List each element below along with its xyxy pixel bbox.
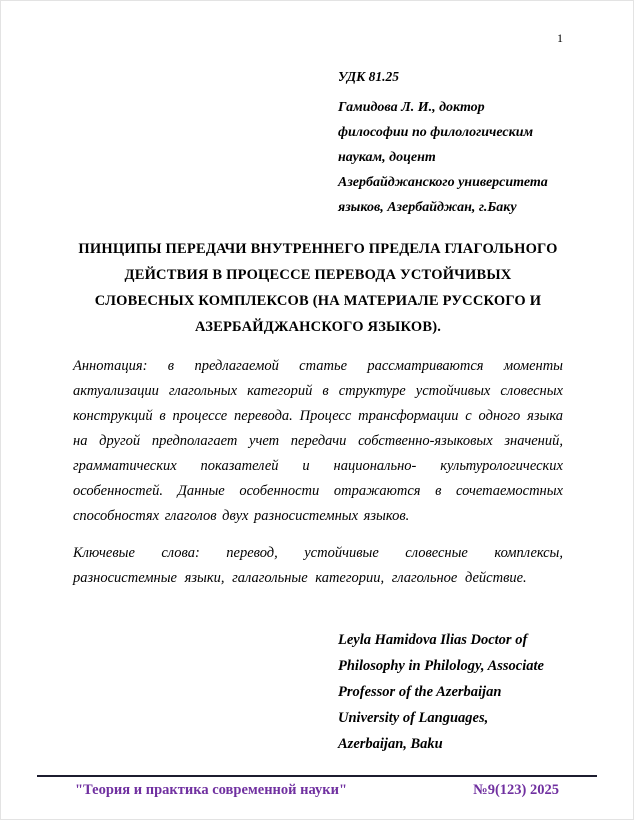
issue-number: №9(123) 2025 (473, 782, 559, 798)
page-number: 1 (557, 31, 563, 45)
author-en-line: Philosophy in Philology, Associate (338, 658, 544, 674)
author-en-line: University of Languages, (338, 710, 489, 726)
author-ru-line: философии по филологическим (338, 125, 534, 140)
title-line: ДЕЙСТВИЯ В ПРОЦЕССЕ ПЕРЕВОДА УСТОЙЧИВЫХ (124, 267, 512, 283)
footer-row (37, 777, 597, 799)
author-en-block (338, 627, 563, 757)
author-ru-block (338, 95, 563, 220)
author-ru-line: Азербайджанского университета (338, 175, 548, 190)
author-ru-line: языков, Азербайджан, г.Баку (338, 200, 517, 215)
page-footer (37, 775, 597, 799)
article-title (67, 236, 569, 340)
author-en-line: Azerbaijan, Baku (338, 736, 443, 752)
udc-label: УДК 81.25 (338, 69, 399, 84)
author-ru-line: Гамидова Л. И., доктор (338, 100, 485, 115)
journal-name: "Теория и практика современной науки" (75, 782, 348, 798)
author-ru-line: наукам, доцент (338, 150, 436, 165)
title-line: ПИНЦИПЫ ПЕРЕДАЧИ ВНУТРЕННЕГО ПРЕДЕЛА ГЛАГОЛЬНОГО (78, 241, 558, 257)
annotation-paragraph: Аннотация: в предлагаемой статье рассматриваются моменты актуализации глагольных категорий в структуре устойчивых словесных конструкций в процессе перевода. Процесс трансформации с одного языка на другой предполагает учет передачи собственно-языковых значений, грамматических показателей и национально- культурологических особенностей. Данные особенности отражаются в сочетаемостных способностях глаголов двух разносистемных языков. (73, 358, 563, 524)
title-line: СЛОВЕСНЫХ КОМПЛЕКСОВ (НА МАТЕРИАЛЕ РУССКОГО И (94, 293, 542, 309)
keywords-paragraph: Ключевые слова: перевод, устойчивые словесные комплексы, разносистемные языки, галагольные категории, глагольное действие. (73, 545, 563, 586)
author-en-line: Professor of the Azerbaijan (338, 684, 502, 700)
author-en-line: Leyla Hamidova Ilias Doctor of (338, 632, 528, 648)
title-line: АЗЕРБАЙДЖАНСКОГО ЯЗЫКОВ). (194, 319, 442, 335)
